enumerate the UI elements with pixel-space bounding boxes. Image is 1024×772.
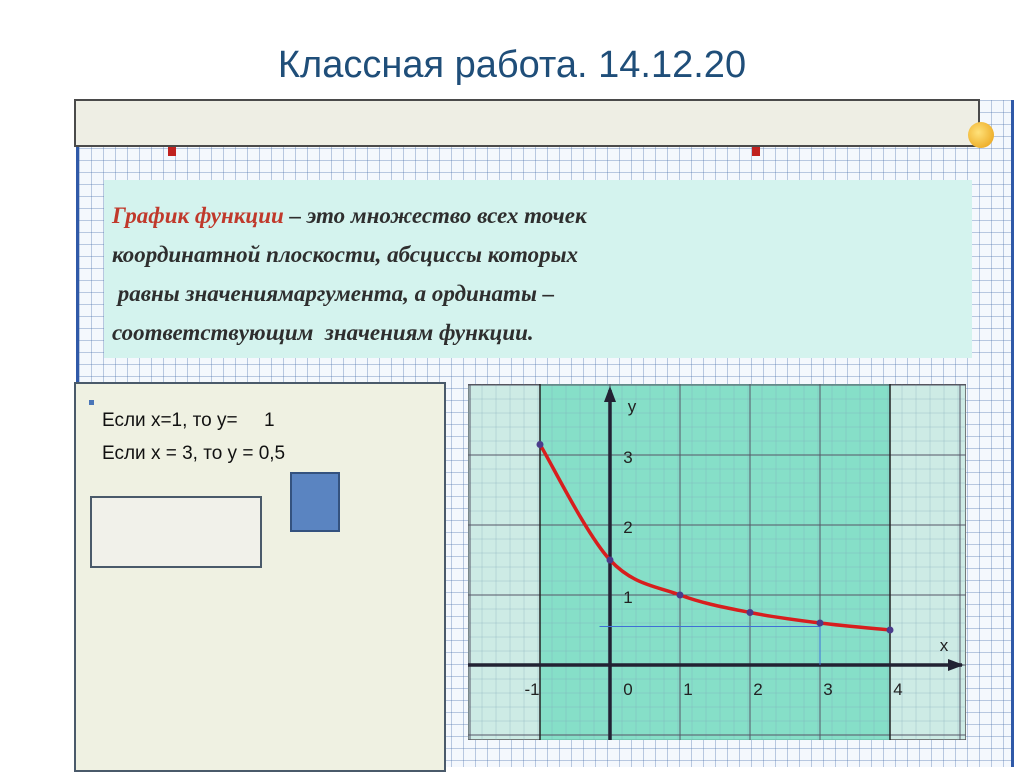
data-point-0 xyxy=(537,441,544,448)
y-tick-label: 3 xyxy=(623,448,633,467)
data-point-1 xyxy=(607,557,614,564)
title-input-box[interactable] xyxy=(74,99,980,147)
conditions-panel xyxy=(74,382,446,772)
data-point-5 xyxy=(887,627,894,634)
definition-line-3: равны значениямаргумента, а ординаты – xyxy=(112,281,555,306)
x-tick-label: 1 xyxy=(683,680,693,699)
data-point-4 xyxy=(817,620,824,627)
x-tick-label: 4 xyxy=(893,680,903,699)
sun-icon xyxy=(968,122,994,148)
condition-line-2: Если х = 3, то у = 0,5 xyxy=(102,443,286,464)
slide-title: Классная работа. 14.12.20 xyxy=(277,44,747,86)
blue-answer-box[interactable] xyxy=(290,472,340,532)
definition-line-1: – это множество всех точек xyxy=(283,203,587,228)
data-point-3 xyxy=(747,609,754,616)
answer-input-box[interactable] xyxy=(90,496,262,568)
bullet-icon xyxy=(89,400,94,405)
definition-line-4: соответствующим значениям функции. xyxy=(112,320,534,345)
x-tick-label: 3 xyxy=(823,680,833,699)
definition-line-2: координатной плоскости, абсциссы которых xyxy=(112,242,579,267)
y-tick-label: 1 xyxy=(623,588,633,607)
x-tick-label: 2 xyxy=(753,680,763,699)
x-tick-label: -1 xyxy=(524,680,540,699)
condition-line-1: Если х=1, то у= 1 xyxy=(102,410,275,431)
x-axis-label: x xyxy=(939,636,949,655)
function-graph xyxy=(468,384,966,740)
y-axis-label: y xyxy=(627,397,637,416)
data-point-2 xyxy=(677,592,684,599)
domain-highlight xyxy=(540,384,890,740)
definition-term: График функции xyxy=(112,203,284,228)
definition-text xyxy=(112,196,972,352)
y-tick-label: 2 xyxy=(623,518,633,537)
x-tick-label: 0 xyxy=(623,680,633,699)
